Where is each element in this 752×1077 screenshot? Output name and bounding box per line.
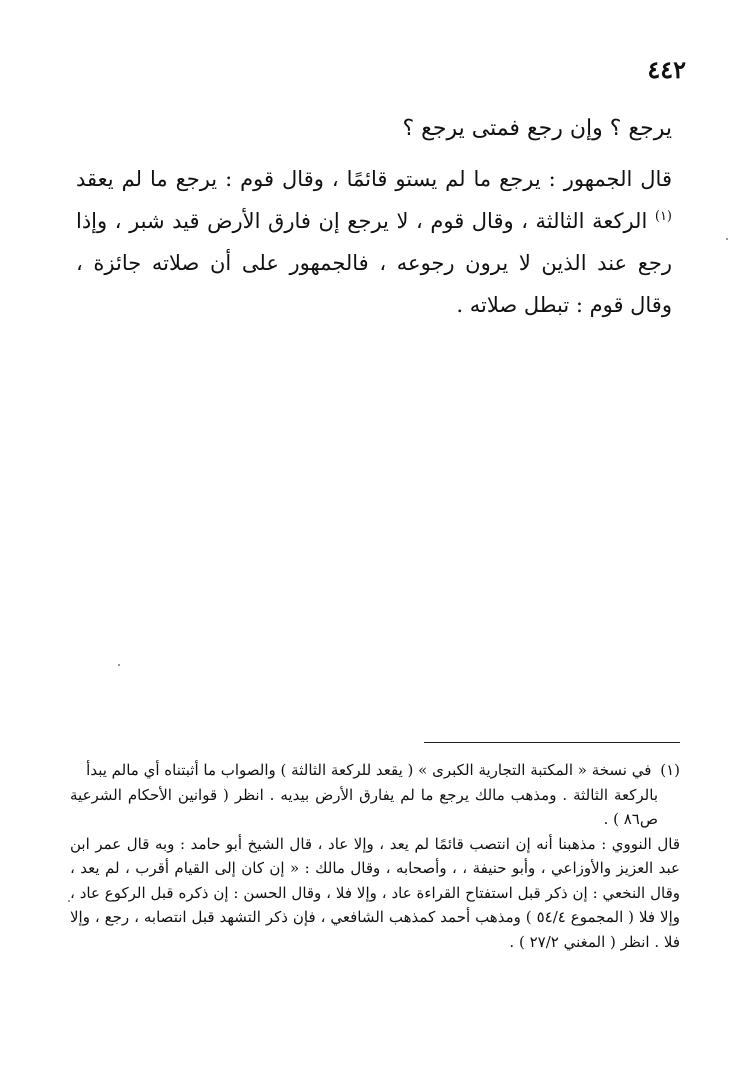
footnote-divider — [424, 742, 680, 743]
scan-speck — [118, 664, 120, 666]
scan-speck — [726, 238, 728, 240]
footnote-1 — [70, 758, 680, 783]
footnote-reference[interactable]: (١) — [654, 209, 672, 224]
footnote-1-continuation: بالركعة الثالثة . ومذهب مالك يرجع ما لم يفارق الأرض بيديه . انظر ( قوانين الأحكام الشرعية ص٨٦ ) . — [70, 785, 658, 828]
main-paragraph — [76, 158, 672, 326]
footnote-1-commentary: قال النووي : مذهبنا أنه إن انتصب قائمًا لم يعد ، وإلا عاد ، قال الشيخ أبو حامد : وبه قال عمر ابن عبد العزيز والأوزاعي ، وأبو حنيفة ، ، وأصحابه ، وقال مالك : « إن كان إلى القيام أقرب ، لم يعد ، وقال النخعي : إن ذكر قبل استفتاح القراءة عاد ، وإلا فلا ، وقال الحسن : إن ذكره قبل الركوع عاد ، وإلا فلا ( المجموع ٥٤/٤ ) ومذهب أحمد كمذهب الشافعي ، فإن ذكر التشهد قبل انتصابه ، رجع ، وإلا فلا . انظر ( المغني ٢٧/٢ ) . — [70, 834, 680, 951]
paragraph-text-start: قال الجمهور : يرجع ما لم يستو قائمًا ، وقال قوم : يرجع ما لم يعقد — [76, 167, 672, 191]
question-line: يرجع ؟ وإن رجع فمتى يرجع ؟ — [402, 116, 672, 141]
scan-speck — [68, 900, 70, 902]
footnote-marker: (١) — [660, 761, 680, 779]
page-number: ٤٤٢ — [647, 55, 686, 84]
footnotes — [70, 758, 680, 954]
paragraph-text-end: الركعة الثالثة ، وقال قوم ، لا يرجع إن فارق الأرض قيد شبر ، وإذا رجع عند الذين لا يرون رجوعه ، فالجمهور على أن صلاته جائزة ، وقال قوم : تبطل صلاته . — [76, 209, 672, 317]
footnote-1-first-line: في نسخة « المكتبة التجارية الكبرى » ( يقعد للركعة الثالثة ) والصواب ما أثبتناه أي مالم يبدأ — [86, 761, 652, 779]
main-text — [76, 108, 672, 326]
